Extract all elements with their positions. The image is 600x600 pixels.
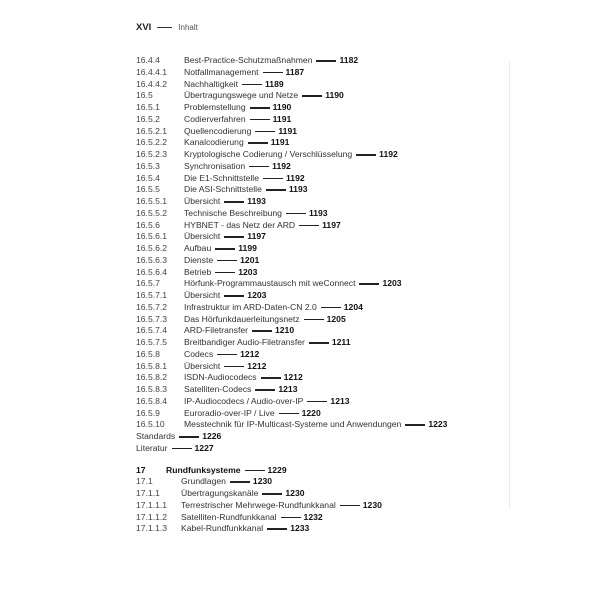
leader-dash [217,260,237,262]
page-ref: 1201 [240,254,260,265]
page-ref: 1193 [288,184,308,195]
toc-entry[interactable] [136,243,496,255]
section-title: Literatur [136,442,168,453]
toc-entry[interactable] [136,137,496,149]
section-title: Übertragungskanäle [181,488,259,498]
page-ref: 1213 [330,395,350,406]
section-title: Aufbau [184,243,212,253]
leader-dash [307,401,327,403]
toc-entry[interactable] [136,90,496,102]
page-ref: 1220 [301,407,321,418]
section-title: Messtechnik für IP-Multicast-Systeme und Anwendungen [184,419,402,430]
section-title: Übersicht [184,360,221,371]
leader-dash [224,236,244,238]
section-title: ARD-Filetransfer [184,325,248,336]
section-title: Die E1-Schnittstelle [184,172,259,183]
section-number: 16.5.7.4 [136,325,168,336]
toc-entry[interactable] [136,278,496,290]
section-number: 16.5.2 [136,113,160,124]
section-title: Hörfunk-Programmaustausch mit weConnect [184,278,356,289]
page-ref: 1203 [238,266,258,277]
section-number: 16.5.6.1 [136,231,168,242]
section-number: 16.5.1 [136,102,160,112]
section-title: Kryptologische Codierung / Verschlüsselung [184,149,353,159]
section-number: 16.5.7.1 [136,290,168,300]
section-number: 16.5.4 [136,172,160,183]
section-title: Rundfunksysteme [166,464,241,475]
toc-entry[interactable] [136,290,496,302]
section-number: 16.5.5 [136,184,160,195]
section-title: Die ASI-Schnittstelle [184,184,262,195]
page-ref: 1212 [283,372,303,383]
page-ref: 1210 [275,325,295,336]
section-number: 16.5.6 [136,219,160,230]
leader-dash [261,377,281,379]
section-title: Übertragungswege und Netze [184,90,299,101]
section-number: 17.1.1.3 [136,523,168,534]
toc-entry[interactable] [136,431,496,443]
section-title: Synchronisation [184,160,246,171]
leader-dash [224,295,244,297]
section-number: 17.1.1 [136,488,160,498]
section-number: 16.5.5.1 [136,196,168,206]
page-ref: 1197 [247,231,266,242]
leader-dash [266,189,286,191]
toc-entry[interactable] [136,267,496,279]
page-ref: 1223 [428,419,448,430]
section-number: 16.5 [136,90,153,101]
section-title: Breitbandiger Audio-Filetransfer [184,337,305,347]
toc-entry[interactable] [136,408,496,420]
section-number: 16.5.7 [136,278,160,289]
section-title: IP-Audiocodecs / Audio-over-IP [184,395,304,406]
page-ref: 1192 [286,172,305,183]
section-title: Technische Beschreibung [184,207,282,218]
section-number: 17.1.1.1 [136,499,168,510]
toc-entry[interactable] [136,55,496,67]
leader-dash [359,283,379,285]
toc-entry[interactable] [136,126,496,138]
toc-entry[interactable] [136,314,496,326]
page-ref: 1193 [308,207,328,218]
section-title: Satelliten-Codecs [184,384,252,394]
section-number: 16.5.8.1 [136,360,168,371]
leader-dash [302,95,322,97]
leader-dash [215,272,235,274]
leader-dash [299,225,319,227]
section-number: 17.1 [136,476,153,487]
toc-entry[interactable] [136,196,496,208]
section-title: Übersicht [184,196,221,206]
page-ref: 1182 [339,55,359,65]
section-number: 16.5.7.5 [136,337,168,347]
section-number: 16.5.9 [136,407,160,418]
page-ref: 1227 [194,442,214,453]
page-ref: 1226 [202,431,222,441]
page-ref: 1205 [326,313,346,324]
section-number: 16.5.5.2 [136,207,168,218]
leader-dash [405,424,425,426]
toc-entry[interactable] [136,161,496,173]
page-ref: 1193 [247,196,266,206]
page-ref: 1197 [322,219,341,230]
page-ref: 1213 [278,384,298,394]
section-number: 16.5.8.3 [136,384,168,394]
toc-entry[interactable] [136,476,496,488]
spacer [136,455,496,465]
toc-entry[interactable] [136,102,496,114]
page-ref: 1203 [247,290,267,300]
leader-dash [262,493,282,495]
toc-entry[interactable] [136,372,496,384]
section-title: Übersicht [184,231,221,242]
table-of-contents [136,55,496,535]
page-ref: 1232 [303,511,323,522]
page-ref: 1212 [240,348,260,359]
section-title: Kabel-Rundfunkkanal [181,523,264,534]
toc-entry[interactable] [136,443,496,455]
section-title: Satelliten-Rundfunkkanal [181,511,277,522]
page-ref: 1230 [285,488,305,498]
page-ref: 1230 [252,476,273,487]
page-ref: 1187 [285,66,305,77]
section-title: Quellencodierung [184,125,252,136]
toc-entry[interactable] [136,184,496,196]
page-ref: 1191 [270,137,290,148]
page-number: XVI [136,22,152,33]
section-number: 16.5.3 [136,160,160,171]
toc-entry[interactable] [136,349,496,361]
toc-entry[interactable] [136,419,496,431]
page-ref: 1230 [362,499,382,510]
header-title: Inhalt [178,23,198,32]
leader-dash [230,481,250,483]
toc-entry[interactable] [136,302,496,314]
page-ref: 1190 [325,90,344,101]
leader-dash [267,528,287,530]
section-title: Codecs [184,348,214,359]
page-ref: 1192 [379,149,398,159]
section-number: 16.5.8 [136,348,160,359]
toc-entry[interactable] [136,231,496,243]
leader-dash [255,389,275,391]
leader-dash [242,84,262,86]
leader-dash [172,448,192,450]
toc-entry[interactable] [136,384,496,396]
leader-dash [286,213,306,215]
section-title: Notfallmanagement [184,66,259,77]
toc-entry[interactable] [136,465,496,477]
section-title: Übersicht [184,290,221,300]
page-ref: 1191 [278,125,298,136]
section-title: ISDN-Audiocodecs [184,372,257,383]
leader-dash [224,201,244,203]
leader-dash [179,436,199,438]
page-ref: 1204 [343,301,363,312]
leader-dash [263,72,283,74]
page-ref: 1190 [272,102,292,112]
page-ref: 1189 [264,78,284,89]
page-ref: 1191 [272,113,292,124]
leader-dash [249,166,269,168]
section-number: 16.5.2.2 [136,137,168,148]
section-title: Standards [136,431,176,441]
leader-dash [250,107,270,109]
toc-entry[interactable] [136,523,496,535]
leader-dash [224,366,244,368]
section-title: Codierverfahren [184,113,246,124]
leader-dash [252,330,272,332]
leader-dash [215,248,235,250]
section-number: 16.4.4.1 [136,66,168,77]
section-title: Terrestrischer Mehrwege-Rundfunkkanal [181,499,336,510]
leader-dash [304,319,324,321]
leader-dash [250,119,270,121]
toc-entry[interactable] [136,255,496,267]
leader-dash [248,142,268,144]
section-number: 16.5.8.4 [136,395,168,406]
toc-entry[interactable] [136,500,496,512]
section-number: 17.1.1.2 [136,511,168,522]
header-dash [157,27,172,29]
toc-entry[interactable] [136,173,496,185]
section-title: HYBNET - das Netz der ARD [184,219,296,230]
page-ref: 1199 [238,243,257,253]
toc-entry[interactable] [136,149,496,161]
leader-dash [316,60,336,62]
page-ref: 1233 [290,523,310,534]
toc-entry[interactable] [136,337,496,349]
section-title: Infrastruktur im ARD-Daten-CN 2.0 [184,301,317,312]
toc-entry[interactable] [136,512,496,524]
section-number: 16.5.6.2 [136,243,168,253]
section-number: 16.5.2.3 [136,149,168,159]
page-ref: 1203 [382,278,402,289]
toc-entry[interactable] [136,208,496,220]
toc-entry[interactable] [136,361,496,373]
section-number: 16.5.6.3 [136,254,168,265]
toc-entry[interactable] [136,67,496,79]
leader-dash [281,517,301,519]
toc-entry[interactable] [136,114,496,126]
section-title: Betrieb [184,266,212,277]
section-title: Problemstellung [184,102,246,112]
page-ref: 1211 [331,337,351,347]
toc-entry[interactable] [136,488,496,500]
section-number: 16.5.10 [136,419,165,430]
page-ref: 1229 [267,464,287,475]
section-number: 16.5.8.2 [136,372,168,383]
leader-dash [255,131,275,133]
leader-dash [263,178,283,180]
page-edge-line [509,62,510,508]
leader-dash [340,505,360,507]
section-number: 16.5.7.2 [136,301,168,312]
section-title: Kanalcodierung [184,137,244,148]
section-title: Grundlagen [181,476,226,487]
running-header [136,22,198,33]
toc-entry[interactable] [136,220,496,232]
leader-dash [321,307,341,309]
page-ref: 1192 [272,160,291,171]
leader-dash [356,154,376,156]
toc-entry[interactable] [136,325,496,337]
leader-dash [245,470,265,472]
section-title: Das Hörfunkdauerleitungsnetz [184,313,300,324]
toc-entry[interactable] [136,396,496,408]
leader-dash [309,342,329,344]
section-title: Nachhaltigkeit [184,78,238,89]
section-number: 16.5.2.1 [136,125,168,136]
section-title: Dienste [184,254,214,265]
section-number: 17 [136,464,146,475]
section-number: 16.5.6.4 [136,266,168,277]
section-number: 16.4.4 [136,55,160,65]
section-title: Best-Practice-Schutzmaßnahmen [184,55,313,65]
toc-entry[interactable] [136,79,496,91]
section-number: 16.4.4.2 [136,78,168,89]
leader-dash [279,413,299,415]
section-number: 16.5.7.3 [136,313,168,324]
leader-dash [217,354,237,356]
section-title: Euroradio-over-IP / Live [184,407,275,418]
page-ref: 1212 [247,360,267,371]
